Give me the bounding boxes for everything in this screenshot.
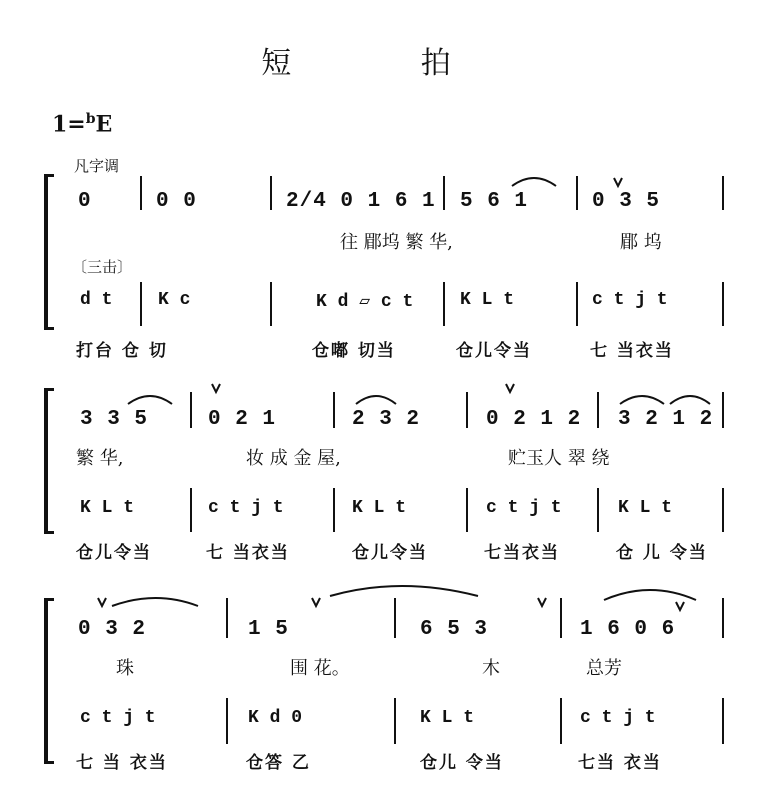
slur-mark: [112, 598, 198, 606]
breath-mark: [212, 384, 220, 392]
syllable-group: 七 当衣当: [590, 341, 674, 361]
melody-measure: 6 5 3: [420, 618, 489, 641]
page-title: 短 拍: [261, 46, 511, 81]
melody-measure: 3 2 1 2: [618, 408, 714, 431]
key-note: E: [95, 111, 113, 138]
percussion-measure: K d 0: [248, 708, 303, 728]
breath-mark: [312, 598, 320, 606]
key-prefix: 1=: [52, 111, 86, 138]
melody-measure: 0: [78, 190, 92, 213]
slur-mark: [512, 178, 556, 186]
syllable-group: 打台 仓 切: [76, 341, 168, 361]
percussion-measure: K c: [158, 290, 191, 310]
lyric-line: 往 郿坞 繁 华,: [340, 232, 453, 253]
lyric-line: 繁 华,: [76, 448, 124, 469]
percussion-measure: K d ▱ c t: [316, 292, 414, 312]
slur-mark: [330, 586, 478, 596]
percussion-measure: c t j t: [208, 498, 284, 518]
breath-mark: [538, 598, 546, 606]
melody-measure: 0 3 5: [592, 190, 661, 213]
syllable-group: 仓嘟 切当: [312, 341, 396, 361]
syllable-group: 仓答 乙: [246, 753, 311, 773]
syllable-group: 仓儿令当: [456, 341, 532, 361]
breath-mark: [676, 602, 684, 610]
syllable-group: 七当衣当: [484, 543, 560, 563]
melody-measure: 0 3 2: [78, 618, 147, 641]
percussion-label: 〔三击〕: [72, 258, 133, 276]
percussion-measure: K L t: [80, 498, 135, 518]
percussion-measure: K L t: [460, 290, 515, 310]
syllable-group: 仓儿令当: [76, 543, 152, 563]
lyric-line: 总芳: [586, 658, 622, 679]
lyric-line: 木: [482, 658, 500, 679]
percussion-measure: K L t: [420, 708, 475, 728]
lyric-line: 围 花。: [290, 658, 350, 679]
flat-sign: b: [85, 111, 96, 127]
melody-measure: 2/4 0 1 6 1: [286, 190, 436, 213]
melody-measure: 2 3 2: [352, 408, 421, 431]
syllable-group: 仓 儿 令当: [616, 543, 708, 563]
syllable-group: 仓儿 令当: [420, 753, 504, 773]
percussion-measure: c t j t: [80, 708, 156, 728]
percussion-measure: c t j t: [580, 708, 656, 728]
slur-mark: [356, 396, 396, 404]
lyric-line: 郿 坞: [620, 232, 662, 253]
syllable-group: 七 当 衣当: [76, 753, 168, 773]
slur-mark: [670, 396, 710, 404]
slur-mark: [604, 590, 696, 600]
syllable-group: 七 当衣当: [206, 543, 290, 563]
percussion-measure: K L t: [618, 498, 673, 518]
breath-mark: [98, 598, 106, 606]
melody-measure: 1 5: [248, 618, 289, 641]
lyric-line: 贮玉人 翠 绕: [508, 448, 610, 469]
melody-measure: 3 3 5: [80, 408, 149, 431]
mode-label: 凡字调: [74, 157, 120, 175]
percussion-measure: d t: [80, 290, 113, 310]
lyric-line: 珠: [116, 658, 134, 679]
slur-mark: [620, 396, 664, 404]
slur-mark: [128, 396, 172, 404]
melody-measure: 1 6 0 6: [580, 618, 676, 641]
breath-mark: [506, 384, 514, 392]
lyric-line: 妆 成 金 屋,: [246, 448, 341, 469]
percussion-measure: c t j t: [592, 290, 668, 310]
melody-measure: 0 2 1: [208, 408, 277, 431]
percussion-measure: K L t: [352, 498, 407, 518]
syllable-group: 七当 衣当: [578, 753, 662, 773]
syllable-group: 仓儿令当: [352, 543, 428, 563]
percussion-measure: c t j t: [486, 498, 562, 518]
melody-measure: 0 0: [156, 190, 197, 213]
melody-measure: 0 2 1 2: [486, 408, 582, 431]
breath-mark: [614, 178, 622, 186]
melody-measure: 5 6 1: [460, 190, 529, 213]
